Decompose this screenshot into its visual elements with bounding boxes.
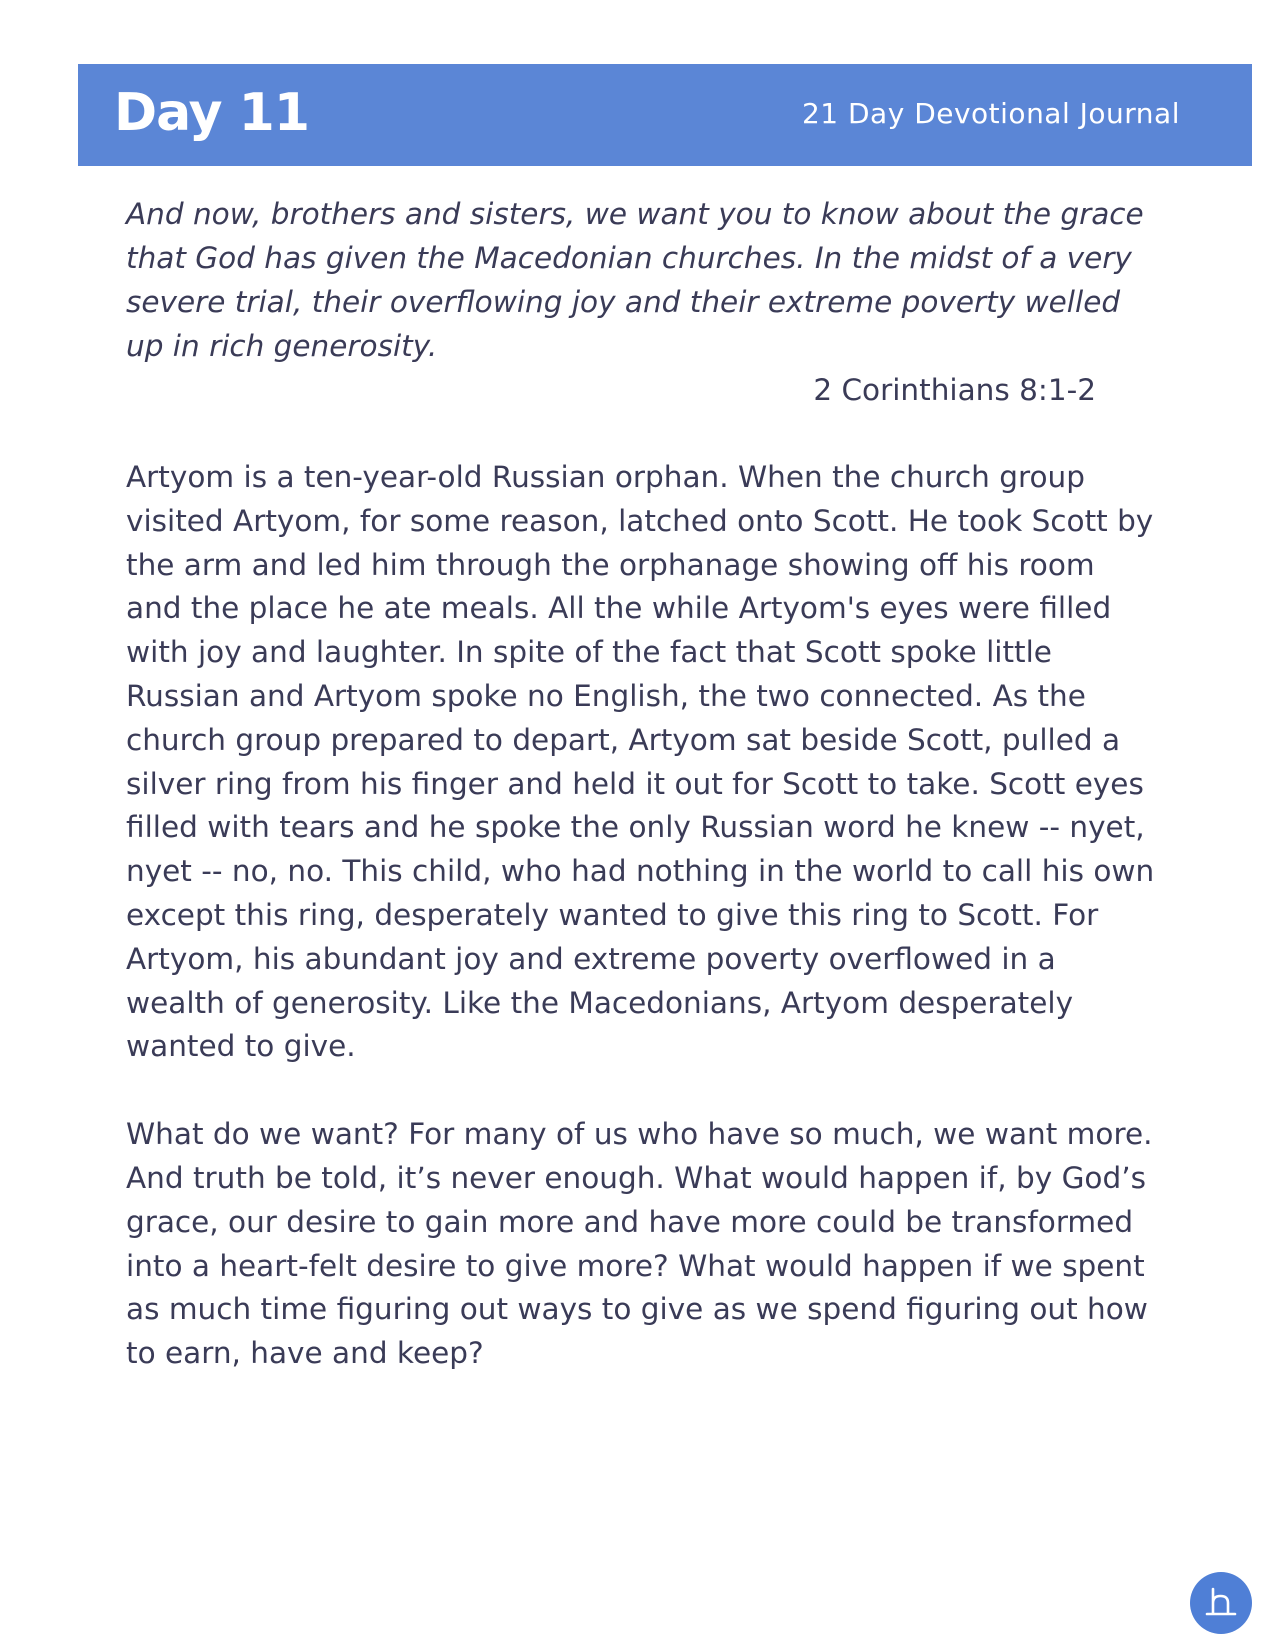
page-title: Day 11 — [114, 83, 310, 143]
scripture-reference: 2 Corinthians 8:1-2 — [813, 373, 1096, 407]
h-logo-icon — [1190, 1572, 1252, 1634]
page-content — [126, 192, 1156, 1376]
scripture-quote: And now, brothers and sisters, we want you to know about the grace that God has given the Macedonian churches. In the midst of a very severe trial, their overflowing joy and their extreme poverty welled up in rich generosity. — [126, 197, 1144, 363]
body-paragraph-story: Artyom is a ten-year-old Russian orphan. When the church group visited Artyom, for some reason, latched onto Scott. He took Scott by the arm and led him through the orphanage showing off his room and the place he ate meals. All the while Artyom's eyes were filled with joy and laughter. In spite of the fact that Scott spoke little Russian and Artyom spoke no English, the two connected. As the church group prepared to depart, Artyom sat beside Scott, pulled a silver ring from his finger and held it out for Scott to take. Scott eyes filled with tears and he spoke the only Russian word he knew -- nyet, nyet -- no, no. This child, who had nothing in the world to call his own except this ring, desperately wanted to give this ring to Scott. For Artyom, his abundant joy and extreme poverty overflowed in a wealth of generosity. Like the Macedonians, Artyom desperately wanted to give. — [126, 460, 1155, 1064]
journal-title: 21 Day Devotional Journal — [801, 97, 1180, 130]
h-logo-glyph — [1201, 1583, 1241, 1623]
body-paragraph-reflection: What do we want? For many of us who have so much, we want more. And truth be told, it’s never enough. What would happen if, by God’s grace, our desire to gain more and have more could be transformed into a heart-felt desire to give more? What would happen if we spent as much time figuring out ways to give as we spend figuring out how to earn, have and keep? — [126, 1117, 1153, 1371]
header-bar — [78, 64, 1252, 166]
